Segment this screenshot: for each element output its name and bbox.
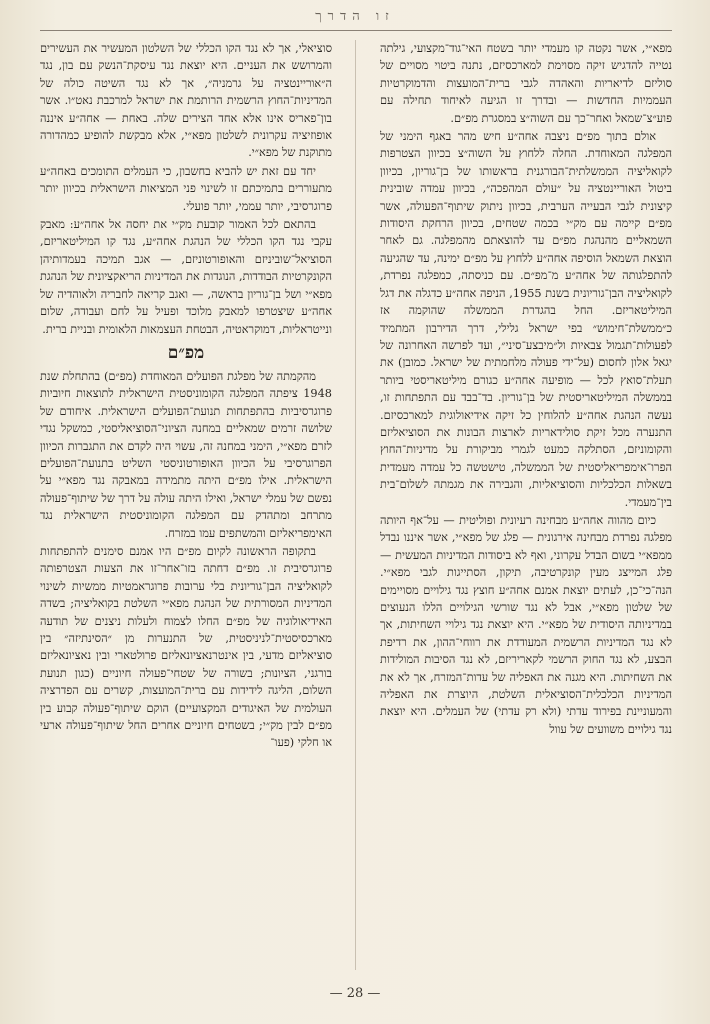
left-paragraph-2: יחד עם זאת יש להביא בחשבון, כי העמלים התומכים באחה״ע מתעוררים בתמיכתם זו לשינוי פני המציאות הישראלית בכיוון יותר פרוגרסיבי, יותר עממי, יותר פועלי.	[40, 164, 332, 213]
right-paragraph-1: מפא״י, אשר נקטה קו מעמדי יותר בשטח האי־גוד־מקצועי, גילתה נטייה להדגיש זיקה מסוימת למארכסיזם, נתנה ביטוי מסויים של סוליזם לדיאריות והאהדה לגבי ברית־המועצות והדמוקרטיות העממיות החדשות — ובדרך זו הגיעה לאיחוד תחילה עם פוע״צ־שמאל ואחר־כך עם השוה״צ במסגרת מפ״ם.	[380, 42, 672, 125]
left-paragraph-4: מהקמתה של מפלגת הפועלים המאוחדת (מפ״ם) בהתחלת שנת 1948 ציפתה המפלגה הקומוניסטית הישראלית לתוצאות חיוביות פרוגרסיביות בהתפתחות תנועת־הפועלים הישראלית. איחודם של שלושה זרמים שמאליים במחנה הציוני־הסוציאליסטי, כמשקל נגדי לזרם מפא״י, הימני במחנה זה, עשוי היה לקדם את התגברות הכיוון הפרוגרסיבי על הכיוון האופורטוניסטי השליט בתנועת־הפועלים הישראלית. אילו מפ״ם היתה מתמידה במאבקה נגד מפא״י על נפשם של עמלי ישראל, ואילו היתה עולה על דרך של שיתוף־פעולה מתרחב ומתהדק עם המפלגה הקומוניסטית הישראלית נגד האימפריאליזם והמשתפים עמו במזרח.	[40, 369, 332, 540]
left-paragraph-5: בתקופה הראשונה לקיום מפ״ם היו אמנם סימנים להתפתחות פרוגרסיבית זו. מפ״ם דחתה בזו־אחר־זו את הצעות הצטרפותה לקואליציה הבן־גוריונית בלי ערובות פרוגראמטיות ממשיות לשינוי המדיניות המסורתית של הנהגת מפא״י השלטת בקואליציה; בשדה האידיאולוגיה של מפ״ם החלו לצמוח ולעלות ניצנים של תודעה מארכסיסטית־לניניסטית, של התנערות מן ״הסינתיזה״ בין סוציאליזם מדעי, בין אינטרנאציונאליזם פרולטארי ובין נאציונאליזם בורגני, הציונות; בשורה של שטחי־פעולה חיוניים (כגון תנועת השלום, הליגה לידידות עם ברית־המועצות, קשרים עם הפדרציה העולמית של האיגודים המקצועיים) הוקם שיתוף־פעולה קבוע בין מפ״ם לבין מק״י; בשטחים חיוניים אחרים החל שיתוף־פעולה ארעי או חלקי (פעו־	[40, 544, 332, 750]
header-rule	[40, 30, 672, 31]
running-head: זו הדרך	[315, 9, 395, 24]
left-column	[40, 40, 332, 970]
page-number: — 28 —	[329, 986, 381, 1001]
right-paragraph-2: אולם בתוך מפ״ם ניצבה אחה״ע חיש מהר באגף הימני של המפלגה המאוחדת. החלה ללחוץ על השוה״צ בכיוון הצטרפות לקואליציה הממשלתית־הבורגנית בראשותו של בן־גוריון, בכיוון ביטול האוריינטציה על ״עולם המהפכה״, בכיוון עמדה שובינית קיצונית לגבי הבעייה הערבית, בכיוון ניתוק שיתוף־הפעולה, אשר מפ״ם קיימה עם מק״י בכמה שטחים, בכיוון הרחקת היסודות השמאליים מהנהגת מפ״ם עד להוצאתם מהמפלגה. גם לאחר הוצאת השמאל הוסיפה אחה״ע ללחוץ על מפ״ם ימינה, עד שהגיעה להתפלגותה של אחה״ע מ־מפ״ם. עם כניסתה, כמפלגה נפרדת, לקואליציה הבן־גוריונית בשנת 1955, הניפה אחה״ע כדגלה את דגל המיליטאריזם. החל בהגדרת הממשלה שהוקמה אז כ״ממשלת־חימוש״ בפי ישראל גלילי, דרך הדירבון המתמיד לפעולות־תגמול צבאיות ול״מיבצע־סיני״, ועד לפרשה האחרונה של יגאל אלון לחסום (על־ידי פעולה מלחמתית של ישראל. כמובן) את תעלת־סואץ לכל — מופיעה אחה״ע כגורם מיליטאריסטי ביותר בממשלה המיליטאריסטית של בן־גוריון. בד־בבד עם התפתחות זו, נעשה הנהגת אחה״ע להלוחין כל זיקה אידיאולוגית למארכסיזם. התנערה מכל זיקת סולידאריות לארצות הבונות את הסוציאליזם והקומוניזם, הסתלקה כמעט לגמרי מביקורת על מדיניות־החוץ הפרו־אימפריאליסטית של הממשלה, טישטשה כל עמדה מעמדית בשאלות הכלכליות והסוציאליות, והגבירה את מגמתה לשלום־בית בין־מעמדי.	[380, 130, 672, 509]
right-column	[380, 40, 672, 970]
left-paragraph-3: בהתאם לכל האמור קובעת מק״י את יחסה אל אחה״ע: מאבק עקבי נגד הקו הכללי של הנהגת אחה״ע, נגד קו המיליטאריזם, הסוציאל־שוביניזם והאופורטוניזם, — אגב תמיכה בעמדותיהן הקונקרטיות הבודדות, הנוגדות את המדיניות הריאקציונית של הנהגת מפא״י ושל בן־גוריון בראשה, — ואגב קריאה לחבריה ולאוהדיה של אחה״ע שיצטרפו למאבק מלוכד ופעיל על לחם ועבודה, שלום ונייטראליות, דמוקראטיה, הבטחת העצמאות הלאומית ובניית ברית.	[40, 218, 332, 336]
right-paragraph-3: כיום מהווה אחה״ע מבחינה רעיונית ופוליטית — על־אף היותה מפלגה נפרדת מבחינה אירגונית — פלג של מפא״י, אשר איננו נבדל ממפא״י בשום הבדל עקרוני, ואף לא ביסודות המדיניות המעשית — פלג המייצג מעין קונקרטיבה, תיקון, הסתייגות לגבי מפא״י. הנה־כי־כן, לעתים יוצאת אמנם אחה״ע חוצץ נגד גילויים מסויימים של שלטון מפא״י, אבל לא נגד שורשי הגילויים הללו הנעוצים במדיניותה היסודית של מפא״י. היא יוצאת נגד גילויי השחיתות, אך לא נגד המדיניות הרשמית המעודדת את רווחי־ההון, את רדיפת הבצע, לא נגד החוק הרשמי לקאריריזם, לא נגד הסיבות המולידות את השחיתות. היא מגנה את האפליה של עדות־המזרח, אך לא את המדיניות הכלכלית־הסוציאלית השלטת, היוצרת את האפליה והמעוניינת בפירוד עדתי (ולא רק עדתי) של העמלים. היא יוצאת נגד גילויים משוועים של עוול	[380, 513, 672, 736]
column-divider	[355, 40, 356, 970]
left-paragraph-1: סוציאלי, אך לא נגד הקו הכללי של השלטון המעשיר את העשירים והמרושש את העניים. היא יוצאת נגד עיסקת־הנשק עם בון, נגד ה״אוריינטציה על גרמניה״, אך לא נגד השיטה כולה של המדיניות־החוץ הרשמית הרותמת את ישראל למרכבת נאט״ו. אשר בון־פאריס אינו אלא אחד הצירים שלה. באחת — אחה״ע איננה אופוזיציה עקרונית לשלטון מפא״י, אלא מבקשת להופיע כמהדורה מתוקנת של מפא״י.	[40, 42, 332, 160]
section-heading-mapam: מפ״ם	[167, 342, 205, 363]
